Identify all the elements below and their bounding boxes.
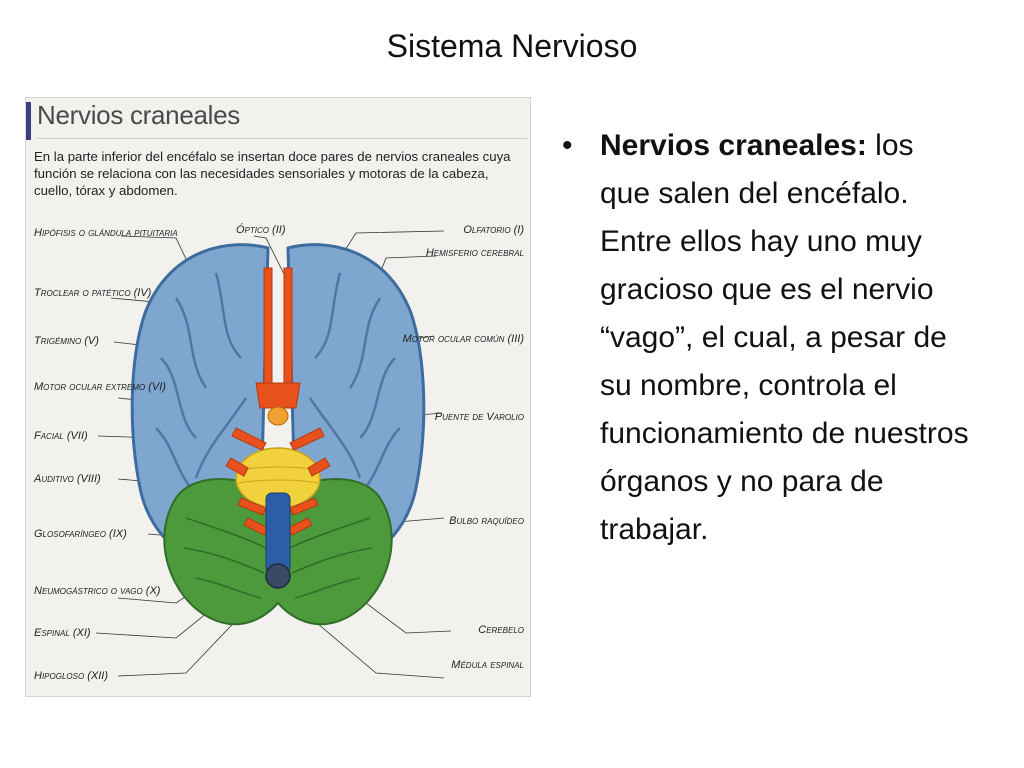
label-optico: Óptico (II) — [236, 224, 286, 236]
slide-title: Sistema Nervioso — [386, 28, 638, 64]
label-espinal: Espinal (XI) — [34, 627, 91, 639]
label-neumogastrico: Neumogástrico o vago (X) — [34, 585, 161, 597]
label-cerebelo: Cerebelo — [478, 624, 524, 636]
pituitary-gland — [268, 407, 288, 425]
label-motor-ocular-extremo: Motor ocular extremo (VI) — [34, 381, 166, 393]
cranial-nerves-figure — [25, 97, 531, 697]
label-bulbo-raquideo: Bulbo raquídeo — [449, 515, 524, 527]
brain-illustration — [26, 98, 530, 696]
spinal-cord-section — [266, 564, 290, 588]
label-troclear: Troclear o patético (IV) — [34, 287, 152, 299]
bullet-item — [600, 122, 970, 554]
figure-intro-text: En la parte inferior del encéfalo se insertan doce pares de nervios craneales cuya función se relaciona con las necesidades sensoriales y motoras de la cabeza, cuello, tórax y abdomen. — [34, 149, 511, 198]
medulla — [266, 493, 290, 573]
label-hemisferio: Hemisferio cerebral — [425, 247, 524, 259]
label-olfatorio: Olfatorio (I) — [463, 224, 524, 236]
figure-title: Nervios craneales — [37, 100, 240, 130]
label-hipogloso: Hipogloso (XII) — [34, 670, 109, 682]
label-auditivo: Auditivo (VIII) — [34, 473, 101, 485]
bullet-marker: • — [562, 129, 573, 162]
bullet-body-text: los que salen del encéfalo. Entre ellos hay uno muy gracioso que es el nervio “vago”, el cual, a pesar de su nombre, controla el funcionamiento de nuestros órganos y no para de trabajar. — [600, 129, 969, 546]
label-trigemino: Trigémino (V) — [34, 335, 99, 347]
bullet-bold-term: Nervios craneales: — [600, 129, 867, 162]
label-facial: Facial (VII) — [34, 430, 88, 442]
label-medula-espinal: Médula espinal — [451, 659, 524, 671]
label-hipofisis: Hipófisis o glándula pituitaria — [34, 227, 178, 239]
label-motor-ocular-comun: Motor ocular común (III) — [402, 333, 524, 345]
label-glosofaringeo: Glosofaríngeo (IX) — [34, 528, 127, 540]
label-puente-varolio: Puente de Varolio — [434, 411, 524, 423]
